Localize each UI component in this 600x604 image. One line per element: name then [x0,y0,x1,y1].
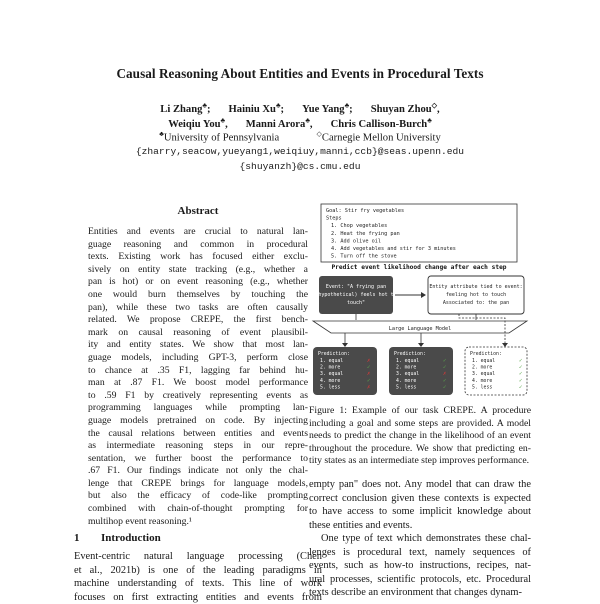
llm-label: Large Language Model [389,326,451,332]
check-icon: ✓ [443,378,446,384]
author-name: Yue Yang [302,104,345,115]
prediction-row: 4. more [472,378,492,384]
author-affiliation-mark: ♣ [202,101,207,109]
abstract-line: ity and entity states. We show that most lan- [88,339,308,352]
author-affiliation-mark: ◇ [432,101,437,109]
intro-line: focuses on first extracting entities and events from [74,591,322,604]
intro-line: et al., 2021b) is one of the leading paradigms in [74,564,322,578]
author-name: Hainiu Xu [229,104,276,115]
caption-line: Figure 1: Example of our task CREPE. A procedure [309,405,531,418]
author-separator: , [225,119,228,130]
caption-line: tity states as an intermediate step improves performance. [309,455,531,468]
body-line: these entities and events. [309,519,531,533]
author-affiliation-mark: ♣ [427,116,432,124]
email-line-2: {shuyanzh}@cs.cmu.edu [0,161,600,172]
caption-line: needs to predict the change in the likelihood of an event [309,430,531,443]
author-name: Shuyan Zhou [371,104,432,115]
figure-diagram [309,200,531,398]
prediction-row: 2. more [472,365,492,371]
prediction-row: 4. more [396,378,416,384]
abstract-line: Entities and events are crucial to natural lan- [88,226,308,239]
abstract-line: combined with chain-of-thought prompting for [88,503,308,516]
figure-banner: Predict event likelihood change after each step [331,263,506,271]
section-heading [74,532,161,544]
abstract-line: mark on causal reasoning of event plausibil- [88,327,308,340]
prediction-row: 4. more [320,378,340,384]
affiliation-mark: ◇ [317,130,322,138]
body-line: texts describe an environment that changes dynam- [309,586,531,600]
prediction-row: 3. equal [320,371,343,377]
body-line: empty pan" does not. Any model that can draw the [309,478,531,492]
x-icon: ✗ [367,384,370,390]
abstract-line: lenge that CREPE brings for language models, [88,478,308,491]
figure-1 [309,200,531,398]
abstract-line: man at .87 F1. We boost model performance [88,377,308,390]
arrow-head [421,292,426,298]
email-line-1: {zharry,seacow,yueyang1,weiqiuy,manni,ccb}@seas.upenn.edu [0,146,600,157]
author-affiliation-mark: ♣ [276,101,281,109]
body-line: correct conclusion given these contexts is expected [309,492,531,506]
prediction-row: 5. less [320,384,340,390]
abstract-line: multihop event reasoning.¹ [88,516,308,529]
prediction-label: Prediction: [394,351,426,357]
procedure-line: 1. Chop vegetables [331,223,387,229]
prediction-row: 3. equal [396,371,419,377]
author-separator: ; [281,104,285,115]
abstract-heading: Abstract [88,205,308,217]
intro-paragraph [74,550,322,604]
author-name: Li Zhang [160,104,202,115]
prediction-row: 1. equal [396,358,419,364]
author [168,119,228,130]
author-affiliation-mark: ♣ [305,116,310,124]
body-line: ural processes, scientific protocols, etc. Procedural [309,573,531,587]
prediction-label: Prediction: [470,351,502,357]
abstract-line: the causal relations between entities and events [88,428,308,441]
affiliation-1: University of Pennsylvania [164,133,279,144]
entity-text: Associated to: the pan [443,300,509,306]
figure-caption [309,405,531,468]
body-line: lenges is procedural text, namely sequences of [309,546,531,560]
intro-line: Event-centric natural language processing (Chen [74,550,322,564]
abstract-line: pan), while these two tasks are often causally [88,302,308,315]
procedure-line: 5. Turn off the stove [331,254,397,260]
author [229,104,285,115]
caption-line: throughout the procedure. We show that predicting en- [309,443,531,456]
procedure-line: Goal: Stir fry vegetables [326,208,404,214]
check-icon: ✓ [519,378,522,384]
abstract-line: related. We propose CREPE, the first bench- [88,314,308,327]
abstract-line: pan is hot) or on event reasoning (e.g., whether [88,276,308,289]
procedure-line: 2. Heat the frying pan [331,231,400,237]
abstract-line: to chance at .35 F1, lagging far behind hu- [88,365,308,378]
prediction-label: Prediction: [318,351,350,357]
check-icon: ✓ [519,365,522,371]
author [331,119,432,130]
author-line-2 [0,116,600,130]
check-icon: ✓ [443,365,446,371]
author-separator: , [310,119,313,130]
abstract-line: guage models, including GPT-3, perform close [88,352,308,365]
abstract-line: but also the efficacy of code-like prompting [88,490,308,503]
check-icon: ✓ [367,378,370,384]
author-affiliation-mark: ♣ [345,101,350,109]
x-icon: ✗ [367,371,370,377]
section-number: 1 [74,532,101,544]
author-line-1 [0,101,600,115]
section-title: Introduction [101,532,161,544]
body-line: events, such as how-to instructions, recipes, nat- [309,559,531,573]
x-icon: ✗ [443,371,446,377]
procedure-line: 4. Add vegetables and stir for 3 minutes [331,246,456,252]
abstract-line: one would burn themselves by touching the [88,289,308,302]
check-icon: ✓ [519,358,522,364]
prediction-row: 5. less [472,384,492,390]
author-separator: ; [207,104,211,115]
prediction-row: 2. more [396,365,416,371]
abstract-line: .67 F1. Our findings indicate not only the chal- [88,465,308,478]
check-icon: ✓ [519,384,522,390]
body-line: One type of text which demonstrates these chal- [309,532,531,546]
abstract-line: to .59 F1 by creatively representing events as [88,390,308,403]
author [371,104,440,115]
abstract-line: guage reasoning and common in procedural [88,239,308,252]
abstract-line: sentation, we further boost the performance to [88,453,308,466]
entity-text: Entity attribute tied to event: [429,284,522,290]
intro-line: machine understanding of texts. This line of work [74,577,322,591]
author [160,104,210,115]
right-column-text [309,478,531,600]
abstract-line: as intermediate reasoning steps in our repre- [88,440,308,453]
check-icon: ✓ [443,358,446,364]
entity-text: feeling hot to touch [446,292,506,298]
abstract-line: guage models pretrained on code. By injecting [88,415,308,428]
abstract-body [88,226,308,528]
author-separator: ; [349,104,353,115]
prediction-row: 3. equal [472,371,495,377]
caption-line: including a goal and some steps are provided. A model [309,418,531,431]
procedure-line: Steps [326,216,342,222]
event-text: touch" [347,300,365,306]
affiliation-2: Carnegie Mellon University [322,133,441,144]
author [246,119,313,130]
affiliation-mark: ♣ [159,130,164,138]
author-separator: , [437,104,440,115]
prediction-row: 1. equal [472,358,495,364]
check-icon: ✓ [367,365,370,371]
abstract-line: sively on entity state tracking (e.g., whether a [88,264,308,277]
author-name: Chris Callison-Burch [331,119,428,130]
author-name: Manni Arora [246,119,306,130]
abstract-line: programming languages while prompting lan- [88,402,308,415]
x-icon: ✗ [367,358,370,364]
body-line: to have access to some implicit knowledge about [309,505,531,519]
prediction-row: 1. equal [320,358,343,364]
prediction-row: 2. more [320,365,340,371]
procedure-line: 3. Add olive oil [331,238,381,244]
check-icon: ✓ [443,384,446,390]
author-name: Weiqiu You [168,119,220,130]
prediction-row: 5. less [396,384,416,390]
author [302,104,353,115]
affiliations [0,130,600,144]
event-text: (hypothetical) feels hot to [315,292,396,298]
author-affiliation-mark: ♣ [221,116,226,124]
abstract-line: texts. Existing work has focused either exclu- [88,251,308,264]
event-text: Event: "A frying pan [326,284,386,290]
paper-title: Causal Reasoning About Entities and Events in Procedural Texts [0,66,600,82]
check-icon: ✓ [519,371,522,377]
